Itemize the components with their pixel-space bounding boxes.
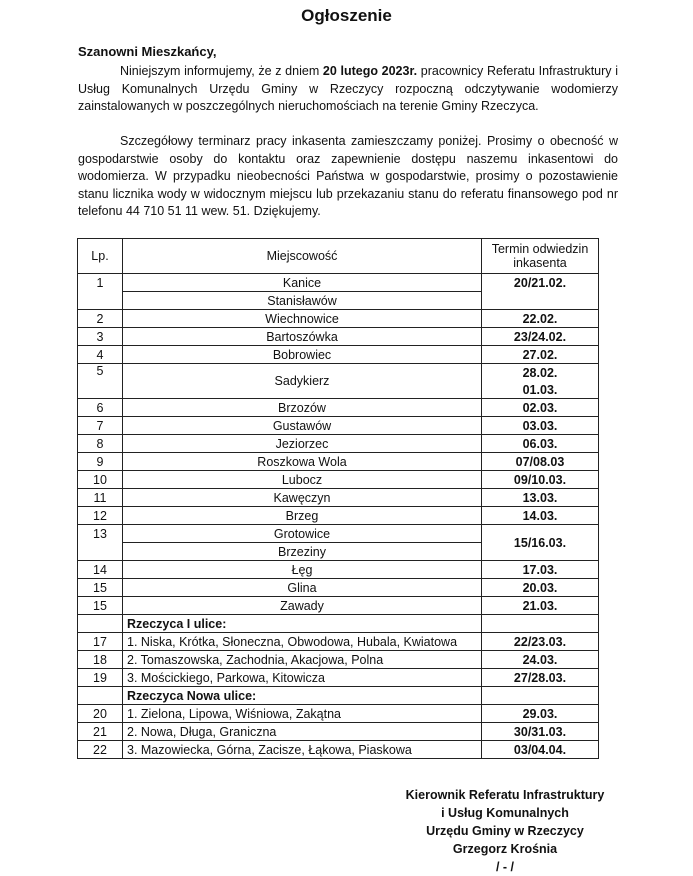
row-date: 03.03. (482, 417, 599, 435)
signature-block (395, 786, 615, 876)
row-date: 06.03. (482, 435, 599, 453)
intro-date: 20 lutego 2023r. (322, 64, 418, 78)
intro-text-a: Niniejszym informujemy, że z dniem (120, 64, 323, 78)
table-row (78, 346, 599, 364)
table-row (78, 364, 599, 382)
table-row (78, 471, 599, 489)
row-lp: 13 (78, 525, 123, 543)
row-date: 01.03. (482, 381, 599, 399)
table-row (78, 651, 599, 669)
signature-line: i Usług Komunalnych (441, 806, 569, 820)
table-row (78, 435, 599, 453)
intro-paragraph (78, 63, 618, 116)
row-date: 24.03. (482, 651, 599, 669)
row-place: Roszkowa Wola (123, 453, 482, 471)
row-place: Brzeziny (123, 543, 482, 561)
row-place: Kawęczyn (123, 489, 482, 507)
schedule-table (77, 238, 599, 759)
row-place: 2. Tomaszowska, Zachodnia, Akacjowa, Polna (123, 651, 482, 669)
row-lp (78, 543, 123, 561)
row-place: Lubocz (123, 471, 482, 489)
row-date: 29.03. (482, 705, 599, 723)
row-date: 30/31.03. (482, 723, 599, 741)
section-heading: Rzeczyca I ulice: (123, 615, 482, 633)
row-place: Grotowice (123, 525, 482, 543)
row-lp: 11 (78, 489, 123, 507)
row-lp: 21 (78, 723, 123, 741)
signature-line: Kierownik Referatu Infrastruktury (405, 788, 605, 802)
row-lp: 22 (78, 741, 123, 759)
row-lp: 17 (78, 633, 123, 651)
row-place: Łęg (123, 561, 482, 579)
row-lp: 4 (78, 346, 123, 364)
table-header-row (78, 239, 599, 274)
row-lp: 18 (78, 651, 123, 669)
row-lp: 14 (78, 561, 123, 579)
row-lp: 3 (78, 328, 123, 346)
signature-mark: / - / (495, 860, 515, 874)
row-place: Wiechnowice (123, 310, 482, 328)
signature-name: Grzegorz Krośnia (452, 842, 558, 856)
table-row (78, 633, 599, 651)
intro-text-b: pracownicy Referatu Infrastruktury i Usług Komunalnych Urzędu Gminy w Rzeczycy rozpoczną odczytywanie wodomierzy zainstalowanych w poszczególnych nieruchomościach na terenie Gminy Rzeczyca. (78, 64, 618, 113)
table-row (78, 328, 599, 346)
row-place: 3. Mazowiecka, Górna, Zacisze, Łąkowa, Piaskowa (123, 741, 482, 759)
row-lp: 12 (78, 507, 123, 525)
row-lp: 7 (78, 417, 123, 435)
table-row (78, 310, 599, 328)
table-row (78, 705, 599, 723)
row-lp: 15 (78, 579, 123, 597)
table-row (78, 292, 599, 310)
row-lp: 15 (78, 597, 123, 615)
row-place: Gustawów (123, 417, 482, 435)
table-row (78, 579, 599, 597)
row-lp: 5 (78, 364, 123, 399)
row-date: 03/04.04. (482, 741, 599, 759)
table-row (78, 507, 599, 525)
row-date: 21.03. (482, 597, 599, 615)
row-lp: 8 (78, 435, 123, 453)
row-place: 1. Zielona, Lipowa, Wiśniowa, Zakątna (123, 705, 482, 723)
signature-line: Urzędu Gminy w Rzeczycy (426, 824, 584, 838)
row-date: 07/08.03 (482, 453, 599, 471)
row-place: Brzozów (123, 399, 482, 417)
section-row (78, 687, 599, 705)
table-row (78, 453, 599, 471)
page-title: Ogłoszenie (301, 6, 392, 25)
header-place: Miejscowość (123, 239, 482, 274)
row-date: 13.03. (482, 489, 599, 507)
row-date (482, 292, 599, 310)
table-row (78, 597, 599, 615)
row-lp: 2 (78, 310, 123, 328)
row-place: Bobrowiec (123, 346, 482, 364)
row-place: Bartoszówka (123, 328, 482, 346)
greeting: Szanowni Mieszkańcy, (78, 44, 217, 59)
row-lp (78, 615, 123, 633)
row-lp: 6 (78, 399, 123, 417)
row-date (482, 687, 599, 705)
table-row (78, 417, 599, 435)
row-place: Zawady (123, 597, 482, 615)
row-date: 22.02. (482, 310, 599, 328)
row-date: 20.03. (482, 579, 599, 597)
row-date: 15/16.03. (482, 525, 599, 561)
row-lp: 19 (78, 669, 123, 687)
table-row (78, 274, 599, 292)
row-place: Kanice (123, 274, 482, 292)
row-lp (78, 292, 123, 310)
row-place: 1. Niska, Krótka, Słoneczna, Obwodowa, Hubala, Kwiatowa (123, 633, 482, 651)
row-place: Jeziorzec (123, 435, 482, 453)
table-row (78, 741, 599, 759)
table-row (78, 525, 599, 543)
row-lp: 20 (78, 705, 123, 723)
section-heading: Rzeczyca Nowa ulice: (123, 687, 482, 705)
row-lp (78, 687, 123, 705)
table-row (78, 489, 599, 507)
row-date: 23/24.02. (482, 328, 599, 346)
row-lp: 1 (78, 274, 123, 292)
row-date: 28.02. (482, 364, 599, 382)
row-date: 27/28.03. (482, 669, 599, 687)
section-row (78, 615, 599, 633)
row-lp: 10 (78, 471, 123, 489)
header-lp: Lp. (78, 239, 123, 274)
header-date: Termin odwiedzin inkasenta (482, 239, 599, 274)
schedule-paragraph: Szczegółowy terminarz pracy inkasenta zamieszczamy poniżej. Prosimy o obecność w gospodarstwie osoby do kontaktu oraz zapewnienie dostępu naszemu inkasentowi do wodomierza. W przypadku nieobecności Państwa w gospodarstwie, prosimy o pozostawienie stanu licznika wody w widocznym miejscu lub przekazaniu stanu do referatu finansowego pod nr telefonu 44 710 51 11 wew. 51. Dziękujemy. (78, 134, 618, 218)
row-place: Glina (123, 579, 482, 597)
table-row (78, 723, 599, 741)
row-date: 09/10.03. (482, 471, 599, 489)
row-date (482, 615, 599, 633)
row-place: Stanisławów (123, 292, 482, 310)
row-date: 17.03. (482, 561, 599, 579)
row-lp: 9 (78, 453, 123, 471)
row-place: Brzeg (123, 507, 482, 525)
row-date: 14.03. (482, 507, 599, 525)
table-row (78, 399, 599, 417)
table-row (78, 669, 599, 687)
row-date: 22/23.03. (482, 633, 599, 651)
row-date: 27.02. (482, 346, 599, 364)
row-place: 2. Nowa, Długa, Graniczna (123, 723, 482, 741)
row-date: 02.03. (482, 399, 599, 417)
row-date: 20/21.02. (482, 274, 599, 292)
row-place: Sadykierz (123, 364, 482, 399)
row-place: 3. Mościckiego, Parkowa, Kitowicza (123, 669, 482, 687)
table-row (78, 561, 599, 579)
